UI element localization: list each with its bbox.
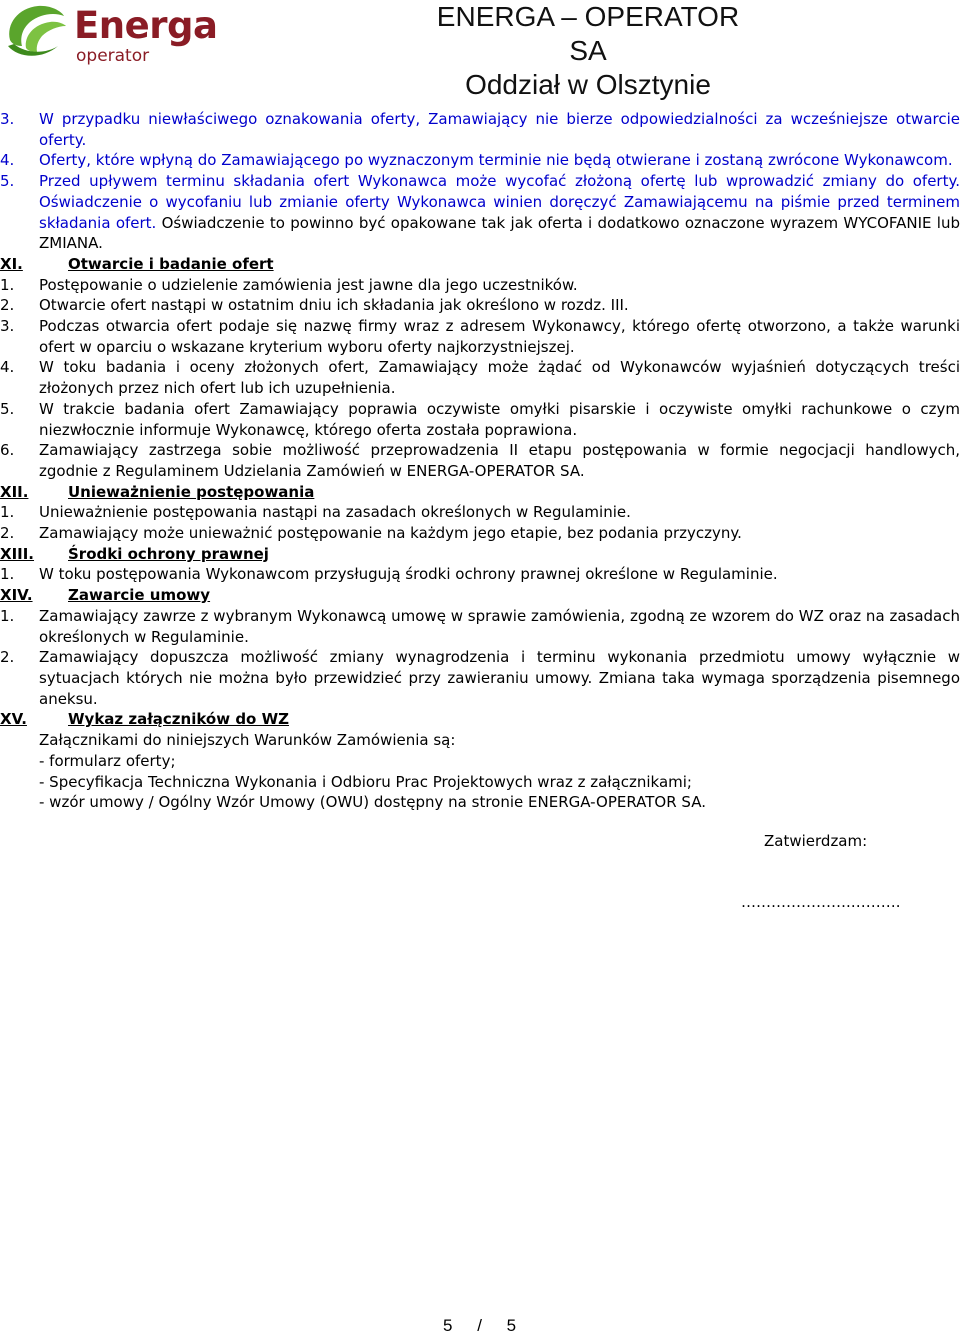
item-number: 1. xyxy=(0,606,15,625)
item-text-blue: Przed upływem terminu składania ofert Wykonawca może wycofać złożoną ofertę lub wprowadzić zmiany do oferty. Oświadczenie o wycofaniu lub zmianie oferty Wykonawca winien doręczyć Zamawiającemu na piśmie przed terminem składania ofert. xyxy=(39,172,960,232)
item-text: Postępowanie o udzielenie zamówienia jest jawne dla jego uczestników. xyxy=(39,275,578,294)
page-total: 5 xyxy=(506,1316,517,1335)
list-item xyxy=(0,523,960,544)
item-number: 1. xyxy=(0,503,15,522)
list-item xyxy=(0,606,960,647)
item-number: 1. xyxy=(0,275,15,294)
list-item xyxy=(0,109,960,150)
company-name: ENERGA – OPERATOR SA xyxy=(436,1,740,66)
item-text: W przypadku niewłaściwego oznakowania oferty, Zamawiający nie bierze odpowiedzialności za wcześniejsze otwarcie oferty. xyxy=(39,110,960,149)
company-name-block xyxy=(418,0,758,102)
logo-subtext: operator xyxy=(76,46,150,66)
item-text: W trakcie badania ofert Zamawiający poprawia oczywiste omyłki pisarskie i oczywiste omyłki rachunkowe o czym niezwłocznie informuje Wykonawcę, którego oferta została poprawiona. xyxy=(39,399,960,439)
item-number: 3. xyxy=(0,110,15,128)
list-item xyxy=(0,150,960,171)
item-text: Zamawiający dopuszcza możliwość zmiany wynagrodzenia i terminu wykonania przedmiotu umowy wyłącznie w sytuacjach których nie można było przewidzieć przy zawieraniu umowy. Zmiana taka wymaga sporządzenia pisemnego aneksu. xyxy=(39,648,960,708)
item-number: 4. xyxy=(0,358,15,377)
item-text: Unieważnienie postępowania nastąpi na zasadach określonych w Regulaminie. xyxy=(39,503,631,522)
item-number: 6. xyxy=(0,441,15,460)
list-item xyxy=(0,564,960,585)
section-number: XV. xyxy=(0,710,27,729)
list-item xyxy=(0,399,960,440)
list-item xyxy=(0,171,960,254)
energa-operator-logo xyxy=(4,2,218,70)
section-heading-xiv xyxy=(0,585,960,606)
section-heading-xii xyxy=(0,482,960,503)
attachment-item: - formularz oferty; xyxy=(39,751,176,770)
company-branch: Oddział w Olsztynie xyxy=(465,69,711,100)
item-text: W toku badania i oceny złożonych ofert, Zamawiający może żądać od Wykonawców wyjaśnień dotyczących treści złożonych przez nich ofert lub ich uzupełnienia. xyxy=(39,358,960,398)
approval-label: Zatwierdzam: xyxy=(764,832,868,850)
item-text: Podczas otwarcia ofert podaje się nazwę firmy wraz z adresem Wykonawcy, którego ofertę otworzono, a także warunki ofert w oparciu o wskazane kryterium wyboru oferty najkorzystniejszej. xyxy=(39,317,960,356)
item-number: 5. xyxy=(0,399,15,418)
section-title: Unieważnienie postępowania xyxy=(68,482,315,501)
section-number: XI. xyxy=(0,254,23,273)
section-heading-xv xyxy=(0,709,960,730)
item-text: W toku postępowania Wykonawcom przysługują środki ochrony prawnej określone w Regulaminie. xyxy=(39,565,778,584)
list-item xyxy=(0,295,960,316)
energa-leaf-icon xyxy=(4,2,70,62)
logo-wordmark: Energa xyxy=(74,4,218,47)
attachments-intro: Załącznikami do niniejszych Warunków Zamówienia są: xyxy=(39,731,456,750)
item-number: 3. xyxy=(0,317,15,336)
list-item xyxy=(0,440,960,481)
item-text: Oświadczenie to powinno być opakowane tak jak oferta i dodatkowo oznaczone wyrazem WYCOFANIE lub ZMIANA. xyxy=(39,213,960,253)
list-item xyxy=(0,647,960,709)
item-text: Zamawiający może unieważnić postępowanie na każdym jego etapie, bez podania przyczyny. xyxy=(39,524,742,543)
item-text: Oferty, które wpłyną do Zamawiającego po wyznaczonym terminie nie będą otwierane i zostaną zwrócone Wykonawcom. xyxy=(39,151,953,170)
list-item xyxy=(0,502,960,523)
item-number: 4. xyxy=(0,151,15,170)
attachment-item: - Specyfikacja Techniczna Wykonania i Odbioru Prac Projektowych wraz z załącznikami; xyxy=(39,772,692,791)
section-title: Otwarcie i badanie ofert xyxy=(68,254,274,273)
page-number xyxy=(443,1316,516,1336)
section-number: XIV. xyxy=(0,586,33,605)
item-number: 2. xyxy=(0,648,15,667)
item-text: Zamawiający zastrzega sobie możliwość przeprowadzenia II etapu postępowania w formie negocjacji handlowych, zgodnie z Regulaminem Udzielania Zamówień w ENERGA-OPERATOR SA. xyxy=(39,441,960,480)
item-number: 5. xyxy=(0,172,15,191)
page-separator: / xyxy=(477,1316,482,1335)
item-text: Otwarcie ofert nastąpi w ostatnim dniu ich składania jak określono w rozdz. III. xyxy=(39,296,629,315)
attachment-item: - wzór umowy / Ogólny Wzór Umowy (OWU) dostępny na stronie ENERGA-OPERATOR SA. xyxy=(39,793,706,812)
section-heading-xiii xyxy=(0,544,960,565)
item-text: Zamawiający zawrze z wybranym Wykonawcą umowę w sprawie zamówienia, zgodną ze wzorem do WZ oraz na zasadach określonych w Regulaminie. xyxy=(39,606,960,646)
section-number: XIII. xyxy=(0,544,35,563)
section-title: Środki ochrony prawnej xyxy=(68,544,269,563)
item-number: 2. xyxy=(0,524,15,543)
list-item xyxy=(0,275,960,296)
section-title: Wykaz załączników do WZ xyxy=(68,710,290,729)
list-item xyxy=(0,316,960,357)
item-number: 1. xyxy=(0,565,15,584)
section-heading-xi xyxy=(0,254,960,275)
document-body xyxy=(0,109,960,813)
list-item xyxy=(0,357,960,398)
section-title: Zawarcie umowy xyxy=(68,586,211,605)
page-current: 5 xyxy=(443,1316,453,1335)
signature-line: ………………….………. xyxy=(741,893,901,911)
page-header xyxy=(0,0,960,100)
item-number: 2. xyxy=(0,296,15,315)
section-number: XII. xyxy=(0,482,29,501)
